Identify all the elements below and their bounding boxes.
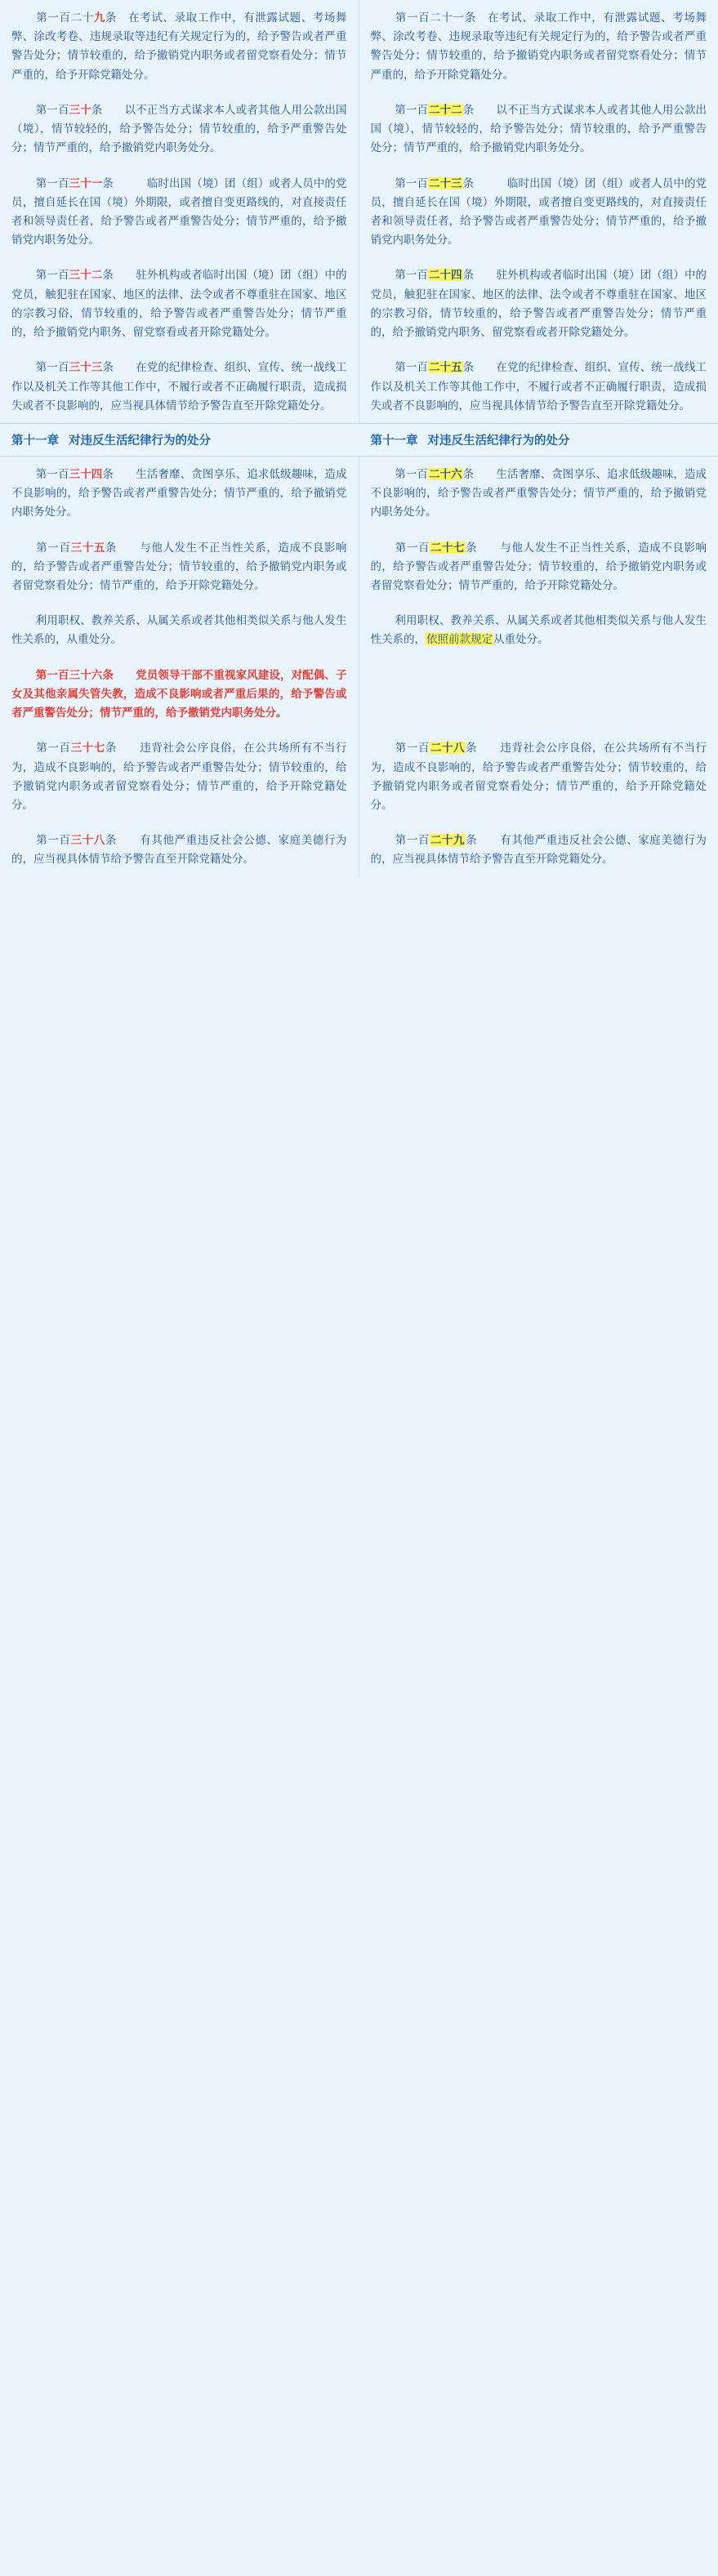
article-paragraph [0, 457, 359, 530]
article-number-prefix: 第一百二十 [35, 11, 94, 24]
article-paragraph [0, 257, 359, 350]
article-paragraph [0, 730, 359, 822]
right-column-cell [359, 530, 718, 657]
left-column-cell [0, 730, 359, 822]
article-row [0, 730, 718, 822]
article-paragraph [359, 730, 718, 822]
article-number-emphasis: 三十三 [69, 361, 103, 374]
article-number-highlight: 二十四 [428, 269, 462, 282]
article-number-highlight: 二十二 [428, 103, 462, 116]
article-number-suffix: 条 [466, 541, 478, 554]
article-subparagraph [0, 603, 359, 657]
article-paragraph [0, 530, 359, 604]
article-number-suffix: 条 [105, 11, 118, 24]
article-number-prefix: 第一百三十六条 [35, 668, 114, 681]
article-number-highlight: 二十九 [430, 834, 466, 847]
right-column-cell-empty [359, 657, 718, 731]
article-paragraph [359, 530, 718, 604]
chapter-title: 对违反生活纪律行为的处分 [427, 434, 570, 448]
article-number-prefix: 第一百 [395, 742, 430, 755]
article-number-suffix: 条 [466, 742, 478, 755]
article-number-suffix: 条 [105, 541, 118, 554]
article-number-suffix: 条 [105, 742, 118, 755]
article-number-prefix: 第一百 [395, 834, 430, 847]
article-number-prefix: 第一百 [395, 269, 428, 282]
article-row [0, 530, 718, 657]
article-paragraph [359, 822, 718, 876]
article-number-prefix: 第一百 [35, 541, 71, 554]
article-number-suffix: 条 [464, 11, 476, 24]
article-row [0, 92, 718, 166]
chapter-label: 第十一章 [11, 434, 59, 448]
chapter-label: 第十一章 [370, 434, 418, 448]
article-body: 在党的纪律检查、组织、宣传、统一战线工作以及机关工作等其他工作中，不履行或者不正确履行职责，造成损失或者不良影响的，应当视具体情节给予警告直至开除党籍处分。 [11, 361, 347, 412]
right-column-cell [359, 0, 718, 92]
article-number-prefix: 第一百 [35, 361, 69, 374]
article-paragraph [359, 257, 718, 350]
article-body: 违背社会公序良俗，在公共场所有不当行为，造成不良影响的，给予警告或者严重警告处分；情节较重的，给予撤销党内职务或者留党察看处分；情节严重的，给予开除党籍处分。 [370, 742, 707, 811]
article-row [0, 166, 718, 258]
article-row [0, 0, 718, 92]
article-body: 在党的纪律检查、组织、宣传、统一战线工作以及机关工作等其他工作中，不履行或者不正确履行职责，造成损失或者不良影响的，应当视具体情节给予警告直至开除党籍处分。 [370, 361, 707, 412]
article-body: 有其他严重违反社会公德、家庭美德行为的，应当视具体情节给予警告直至开除党籍处分。 [11, 834, 347, 866]
left-column-cell [0, 350, 359, 423]
left-column-cell [0, 822, 359, 876]
article-number-suffix: 条 [462, 103, 475, 116]
article-paragraph [0, 822, 359, 876]
article-number-emphasis: 三十二 [69, 269, 103, 282]
article-number-prefix: 第一百二十一 [395, 11, 465, 24]
article-number-highlight: 二十三 [428, 176, 462, 189]
article-row [0, 822, 718, 876]
article-body: 临时出国（境）团（组）或者人员中的党员，擅自延长在国（境）外期限，或者擅自变更路线的，对直接责任者和领导责任者，给予警告或者严重警告处分；情节严重的，给予撤销党内职务处分。 [370, 176, 707, 247]
right-column-cell [359, 166, 718, 258]
article-body: 违背社会公序良俗，在公共场所有不当行为，造成不良影响的，给予警告或者严重警告处分；情节较重的，给予撤销党内职务或者留党察看处分；情节严重的，给予开除党籍处分。 [11, 742, 347, 811]
article-paragraph [359, 457, 718, 530]
right-column-cell [359, 822, 718, 876]
article-paragraph-added [0, 657, 359, 731]
article-number-prefix: 第一百 [35, 834, 71, 847]
article-number-suffix: 条 [91, 103, 103, 116]
article-number-suffix: 条 [102, 176, 114, 189]
article-number-prefix: 第一百 [35, 176, 69, 189]
article-number-prefix: 第一百 [35, 103, 69, 116]
article-body-second: 利用职权、教养关系、从属关系或者其他相类似关系与他人发生性关系的，从重处分。 [11, 614, 347, 646]
chapter-heading-right [359, 424, 718, 456]
article-subparagraph [359, 603, 718, 657]
article-body: 在考试、录取工作中，有泄露试题、考场舞弊、涂改考卷、违规录取等违纪有关规定行为的，给予警告或者严重警告处分；情节较重的，给予撤销党内职务或者留党察看处分；情节严重的，给予开除党籍处分。 [11, 11, 347, 81]
article-number-prefix: 第一百 [35, 269, 69, 282]
article-number-suffix: 条 [105, 834, 118, 847]
article-body: 与他人发生不正当性关系，造成不良影响的，给予警告或者严重警告处分；情节较重的，给予撤销党内职务或者留党察看处分；情节严重的，给予开除党籍处分。 [11, 541, 347, 592]
left-column-cell [0, 657, 359, 731]
right-column-cell [359, 92, 718, 166]
right-column-cell [359, 457, 718, 530]
chapter-heading-row [0, 423, 718, 457]
article-body: 临时出国（境）团（组）或者人员中的党员，擅自延长在国（境）外期限，或者擅自变更路线的，对直接责任者和领导责任者，给予警告或者严重警告处分；情节严重的，给予撤销党内职务处分。 [11, 176, 347, 247]
article-number-suffix: 条 [462, 269, 475, 282]
right-column-cell [359, 257, 718, 350]
article-number-emphasis: 三十七 [70, 742, 105, 755]
left-column-cell [0, 257, 359, 350]
article-paragraph [0, 92, 359, 166]
article-number-suffix: 条 [462, 361, 475, 374]
article-body: 党员领导干部不重视家风建设，对配偶、子女及其他亲属失管失教，造成不良影响或者严重后果的，给予警告或者严重警告处分；情节严重的，给予撤销党内职务处分。 [11, 668, 347, 720]
left-column-cell [0, 530, 359, 657]
article-body: 与他人发生不正当性关系，造成不良影响的，给予警告或者严重警告处分；情节较重的，给予撤销党内职务或者留党察看处分；情节严重的，给予开除党籍处分。 [370, 541, 707, 592]
article-number-prefix: 第一百 [35, 742, 71, 755]
article-number-prefix: 第一百 [395, 103, 428, 116]
article-row [0, 657, 718, 731]
left-column-cell [0, 92, 359, 166]
article-paragraph [359, 350, 718, 423]
article-paragraph [0, 0, 359, 92]
article-body: 以不正当方式谋求本人或者其他人用公款出国（境），情节较轻的，给予警告处分；情节较重的，给予严重警告处分；情节严重的，给予撤销党内职务处分。 [11, 103, 347, 154]
document-comparison-view [0, 0, 718, 877]
article-number-emphasis: 九 [93, 11, 105, 24]
article-number-prefix: 第一百 [395, 361, 428, 374]
article-number-suffix: 条 [102, 467, 114, 480]
article-number-suffix: 条 [462, 467, 475, 480]
right-column-cell [359, 350, 718, 423]
chapter-title: 对违反生活纪律行为的处分 [69, 434, 211, 448]
article-row [0, 457, 718, 530]
article-number-prefix: 第一百 [395, 467, 428, 480]
chapter-heading-left [0, 424, 359, 456]
article-body: 有其他严重违反社会公德、家庭美德行为的，应当视具体情节给予警告直至开除党籍处分。 [370, 834, 707, 866]
article-body: 在考试、录取工作中，有泄露试题、考场舞弊、涂改考卷、违规录取等违纪有关规定行为的，给予警告或者严重警告处分；情节较重的，给予撤销党内职务或者留党察看处分；情节严重的，给予开除党籍处分。 [370, 11, 707, 81]
article-paragraph [359, 0, 718, 92]
article-number-emphasis: 三十五 [70, 541, 105, 554]
article-number-emphasis: 三十四 [69, 467, 103, 480]
article-number-suffix: 条 [466, 834, 478, 847]
right-column-cell [359, 730, 718, 822]
article-body: 生活奢靡、贪图享乐、追求低级趣味，造成不良影响的，给予警告或者严重警告处分；情节严重的，给予撤销党内职务处分。 [370, 467, 707, 519]
article-body: 以不正当方式谋求本人或者其他人用公款出国（境），情节较轻的，给予警告处分；情节较重的，给予严重警告处分；情节严重的，给予撤销党内职务处分。 [370, 103, 707, 154]
article-body: 驻外机构或者临时出国（境）团（组）中的党员，触犯驻在国家、地区的法律、法令或者不尊重驻在国家、地区的宗教习俗，情节较重的，给予警告或者严重警告处分；情节严重的，给予撤销党内职务、留党察看或者开除党籍处分。 [11, 269, 347, 339]
left-column-cell [0, 0, 359, 92]
article-number-prefix: 第一百 [395, 176, 428, 189]
article-body: 驻外机构或者临时出国（境）团（组）中的党员，触犯驻在国家、地区的法律、法令或者不尊重驻在国家、地区的宗教习俗，情节较重的，给予警告或者严重警告处分；情节严重的，给予撤销党内职务、留党察看或者开除党籍处分。 [370, 269, 707, 339]
article-number-prefix: 第一百 [35, 467, 69, 480]
article-number-highlight: 二十五 [428, 361, 462, 374]
article-row [0, 350, 718, 423]
article-number-highlight: 二十七 [430, 541, 466, 554]
article-paragraph [0, 350, 359, 423]
article-number-highlight: 二十八 [430, 742, 466, 755]
article-number-emphasis: 三十一 [69, 176, 103, 189]
article-number-highlight: 二十六 [428, 467, 462, 480]
article-number-emphasis: 三十八 [70, 834, 105, 847]
article-number-suffix: 条 [462, 176, 475, 189]
article-number-prefix: 第一百 [395, 541, 430, 554]
article-body-second-highlight: 依照前款规定 [426, 633, 493, 646]
article-body-second-post: 从重处分。 [493, 633, 549, 646]
left-column-cell [0, 457, 359, 530]
article-number-suffix: 条 [102, 361, 114, 374]
article-paragraph [359, 92, 718, 166]
article-body-second-pre: 利用职权、教养关系、从属关系或者其他相类似关系与他人发生性关系的， [370, 614, 707, 646]
article-number-emphasis: 三十 [69, 103, 91, 116]
article-body: 生活奢靡、贪图享乐、追求低级趣味，造成不良影响的，给予警告或者严重警告处分；情节严重的，给予撤销党内职务处分。 [11, 467, 347, 519]
article-paragraph [0, 166, 359, 258]
article-number-suffix: 条 [102, 269, 114, 282]
article-paragraph [359, 166, 718, 258]
left-column-cell [0, 166, 359, 258]
article-row [0, 257, 718, 350]
